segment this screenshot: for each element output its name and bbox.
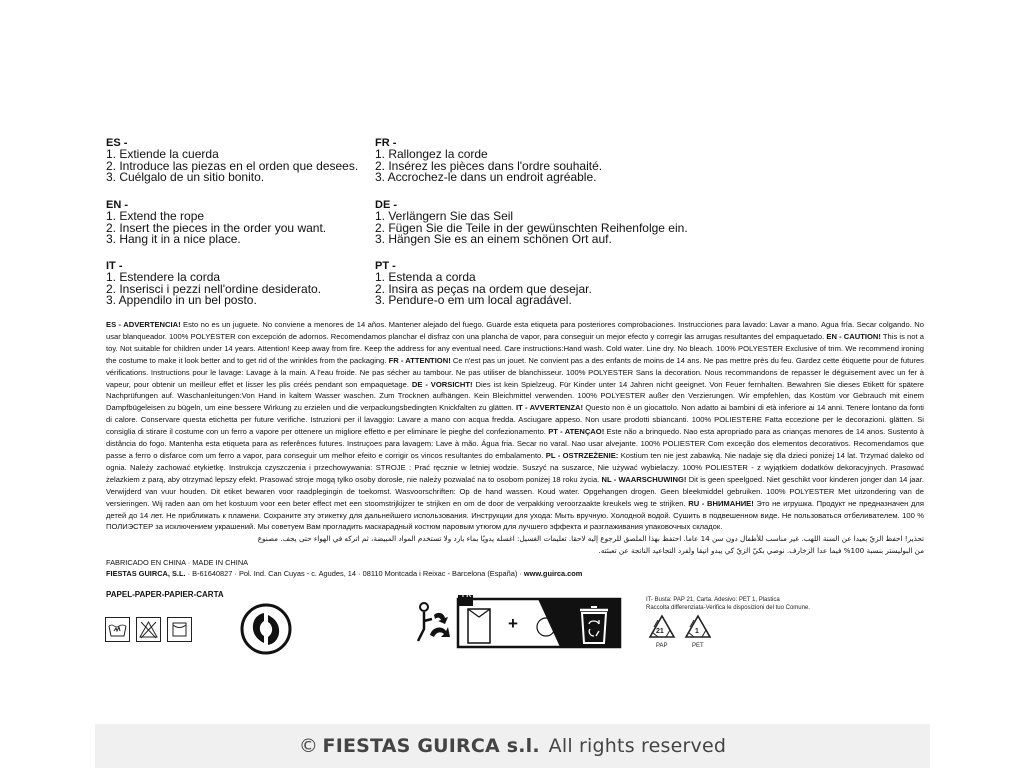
lang-code: IT - bbox=[106, 260, 123, 272]
company-website: www.guirca.com bbox=[523, 569, 583, 578]
warning-text: Dit is geen speelgoed. Niet geschikt voor kinderen jonger dan 14 jaar. Verwijderd van vuur houden. Dit etiket bewaren voor raadplegingin de toekomst. Wasvoorschriften: Op de hand wassen. Koud water. Opgehangen drogen. Geen bleekmiddel gebruiken. 100% POLYESTER Met uitzondering van de versieringen. Wij raden aan om het kostuum voor een beter effect met een stoomstrijkijzer te strijken en om de door de verpakking veroorzaakte kreukels weg te strijken. bbox=[106, 474, 924, 508]
step: 2. Insérez les pièces dans l'ordre souhaité. bbox=[375, 158, 603, 173]
paper-label: PAPEL-PAPER-PAPIER-CARTA bbox=[106, 590, 224, 599]
warning-text-arabic: تحذير! احفظ الزيّ بعيدا عن السنة اللهب. غير مناسب للأطفال دون سن 14 عاما. احتفظ بهذا الملصق للرجوع إليه لاحقا. تعليمات الغسيل: اغسله يدويًا بماء بارد ولا تستخدم المواد المبيضة، ثم اتركه في الهواء حتى يجف. مصنوع bbox=[257, 534, 924, 544]
lang-code: PT - bbox=[375, 260, 396, 272]
warning-text: Questo non è un giocattolo. Non adatto ai bambini di età inferiore ai 14 anni. Tenere lontano da fonti di calore. Conservare questa etichetta per future verifiche. Istruzioni per il lavaggio: Lavare a mano con acqua fredda. Asciugare appeso. Non usare prodotti sbiancanti. 100% POLIESTERE Fatta eccezione per le decorazioni. glätten. Si consiglia di stirare il costume con un ferro a vapore per ottenere un migliore effetto e per eliminare le pieghe del confezionamento. bbox=[106, 403, 924, 437]
warning-heading: EN - CAUTION! bbox=[826, 331, 881, 341]
no-bleach-icon bbox=[136, 617, 161, 642]
triangle-number: 21 bbox=[656, 628, 664, 635]
legal-warnings bbox=[106, 319, 924, 556]
warning-heading: ES - ADVERTENCIA! bbox=[106, 320, 181, 329]
lang-code: FR - bbox=[375, 137, 397, 149]
hand-wash-icon bbox=[105, 617, 130, 642]
warning-text-arabic: من البوليستر بنسبة 100% فيما عدا الزخارف. نوصي بكيّ الزيّ كي يبدو انيقا ولفرد التجاعيد الناتجة عن تعبئته. bbox=[598, 545, 924, 555]
warning-heading: DE - VORSICHT! bbox=[411, 379, 473, 389]
step: 1. Estenda a corda bbox=[375, 270, 476, 284]
company-line bbox=[106, 568, 582, 579]
step: 1. Rallongez la corde bbox=[375, 147, 488, 161]
warning-heading: PL - OSTRZEŻENIE: bbox=[545, 450, 619, 460]
triangle-label: PAP bbox=[656, 643, 668, 649]
warning-text: Este não a brinquedo. Nao esta apropriado para as crianças menores de 14 anos. Sustento à distância do fogo. Mantenha esta etiqueta para as referênces futures. Instruçoes para lavagem: Lave à mão. Água fria. Secar no varal. Nao usar alvejante. 100% POLIESTER Com exceção dos elementos decorativos. Recomendamos que passe a ferro o disfarce com um ferro a vapor, para conseguir um melhor efeito e corrigir os vincos resultantes do embalamento. bbox=[106, 427, 924, 460]
lang-code: ES - bbox=[106, 137, 128, 149]
instructions-en bbox=[106, 199, 326, 246]
instructions-de bbox=[375, 199, 688, 246]
step: 3. Hängen Sie es an einem schönen Ort auf. bbox=[375, 232, 612, 246]
warning-text: This is not a toy. Not suitable for children under 14 years. Attention! Keep away from fire. Keep the address for any eventual need. Care instructions:Hand wash. Cold water. Line dry. No bleach. 100% POLYESTER Exclusive of trim. We recommend ironing the costume to make it look better and to get rid of the wrinkles from the packaging. bbox=[106, 331, 924, 365]
step: 1. Estendere la corda bbox=[106, 270, 221, 284]
recycling-info-fr bbox=[410, 591, 630, 658]
manufacturer-info bbox=[106, 557, 582, 579]
instructions-fr bbox=[375, 137, 602, 184]
copyright-rights: All rights reserved bbox=[548, 735, 727, 757]
warning-heading: FR - ATTENTION! bbox=[388, 355, 451, 365]
step: 2. Insert the pieces in the order you want. bbox=[106, 220, 327, 235]
company-name: FIESTAS GUIRCA, S.L. bbox=[106, 569, 186, 578]
instructions-pt bbox=[375, 260, 592, 307]
step: 2. Fügen Sie die Teile in der gewünschten Reihenfolge ein. bbox=[375, 220, 688, 235]
line-dry-icon bbox=[167, 617, 192, 642]
lang-code: DE - bbox=[375, 199, 397, 211]
lang-code: EN - bbox=[106, 199, 128, 211]
step: 3. Pendure-o em um local agradável. bbox=[375, 293, 572, 307]
warning-heading: PT - ATENÇAO! bbox=[548, 427, 605, 437]
triangle-number: 1 bbox=[695, 628, 699, 635]
step: 3. Hang it in a nice place. bbox=[106, 232, 241, 246]
step: 3. Accrochez-le dans un endroit agréable. bbox=[375, 170, 597, 184]
step: 1. Verlängern Sie das Seil bbox=[375, 209, 514, 223]
plus-sign: + bbox=[508, 614, 518, 633]
warning-text: Dies ist kein Spielzeug. Für Kinder unter 14 Jahren nicht geeignet. Von Feuer fernhalten. Bewahren Sie dieses Etikett für spätere Nachprüfungen auf. Waschanleitungen:Von Hand in kaltem Wasser waschen. Zum Trocknen aufhängen. Kein Bleichmittel verwenden. 100% POLYESTER außer den Verzierungen. Wir empfehlen, das Kostüm vor Gebrauch mit einem Dampfbügeleisen zu bügeln, um eine bessere Wirkung zu erzielen und die verpackungsbedingten Knickfalten zu glätten. bbox=[106, 379, 924, 413]
green-dot-icon bbox=[240, 603, 292, 660]
company-details: · B-61640827 · Pol. Ind. Can Cuyas - c. Agudes, 14 · 08110 Montcada i Reixac - Barcelona (España) · bbox=[185, 569, 524, 578]
instructions-es bbox=[106, 137, 358, 184]
step: 3. Cuélgalo de un sitio bonito. bbox=[106, 170, 265, 184]
recycling-panel bbox=[458, 595, 620, 647]
step: 3. Appendilo in un bel posto. bbox=[106, 293, 257, 307]
warning-heading: RU - ВНИМАНИЕ! bbox=[688, 498, 754, 508]
warning-text: Ce n'est pas un jouet. Ne convient pas a des enfants de moins de 14 ans. Ne pas mettre près du feu. Gardez cette étiquette pour de futures vérifications. Instructions pour le lavage: Lavage à la main. A l'eau froide. Ne pas sécher au tambour. Ne pas utiliser de blanchisseur. 100% POLYESTER Sans la decoration. Nous recommandons de repasser le déguisement avec un fer à vapeur, pour obtenir un meilleur effet et lisser les plis créés pendant son empaquetage. bbox=[106, 355, 924, 389]
recycling-info-it bbox=[646, 596, 810, 612]
warning-heading: IT - AVVERTENZA! bbox=[516, 403, 584, 413]
warning-heading: NL - WAARSCHUWING! bbox=[601, 474, 687, 484]
fr-tag: FR bbox=[462, 592, 472, 599]
instructions-it bbox=[106, 260, 321, 307]
copyright-symbol: © bbox=[298, 735, 319, 757]
step: 1. Extiende la cuerda bbox=[106, 147, 219, 161]
it-recycling-line: Raccolta differenziata-Verifica le disposizioni del tuo Comune. bbox=[646, 605, 810, 611]
it-recycling-line: IT- Busta: PAP 21, Carta. Adesivo: PET 1, Plastica bbox=[646, 597, 780, 603]
made-in-label: FABRICADO EN CHINA · MADE IN CHINA bbox=[106, 558, 249, 567]
triman-icon bbox=[418, 603, 450, 641]
copyright-footer bbox=[95, 724, 930, 768]
warning-text: Esto no es un juguete. No conviene a menores de 14 años. Mantener alejado del fuego. Guarde esta etiqueta para posteriores comprobaciones. Instrucciones para lavado: Lavar a mano. Agua fría. Secar colgando. No usar blanqueador. 100% POLYESTER con excepción de adornos. Recomendamos planchar el disfraz con una plancha de vapor, para conseguir un mejor efecto y corregir las arrugas resultantes del empaquetado. bbox=[106, 320, 924, 341]
triangle-label: PET bbox=[692, 643, 704, 649]
step: 2. Inserisci i pezzi nell'ordine desiderato. bbox=[106, 281, 322, 296]
step: 1. Extend the rope bbox=[106, 209, 205, 223]
warning-text: Это не игрушка. Продукт не предназначен для детей до 14 лет. Не приближать к пламени. Сохраните эту этикетку для дальнейшего использования. Инструкции для ухода: Мыть вручную. Холодной водой. Сушить в подвешенном виде. Не пользоваться отбеливателем. 100 % ПОЛИЭСТЕР за исключением украшений. Мы советуем Вам прогладить маскарадный костюм паровым утюгом для лучшего эффекта и разглаживания упаковочных складок. bbox=[106, 498, 924, 532]
step: 2. Insira as peças na ordem que desejar. bbox=[375, 281, 592, 296]
care-symbols bbox=[105, 617, 192, 642]
step: 2. Introduce las piezas en el orden que desees. bbox=[106, 158, 359, 173]
warning-text: Kostium ten nie jest zabawką. Nie nadaje się dla dzieci poniżej 14 lat. Trzymać daleko od ognia. Należy zachować etykietkę. Instrukcja czyszczenia i przechowywania: STROJE : Prać ręcznie w letniej wodzie. Suszyć na suszarce, Nie używać wybielaczy. 100% POLIESTER - z wyjątkiem dodatków dekoracyjnych. Prasować żelazkiem z parą, aby otrzymać lepszy efekt. Prasować stroje mogą tylko osoby dorosłe, nie należy pozwalać na to osobom poniżej 18 roku życia. bbox=[106, 450, 924, 484]
copyright-company: FIESTAS GUIRCA s.l. bbox=[322, 735, 540, 757]
